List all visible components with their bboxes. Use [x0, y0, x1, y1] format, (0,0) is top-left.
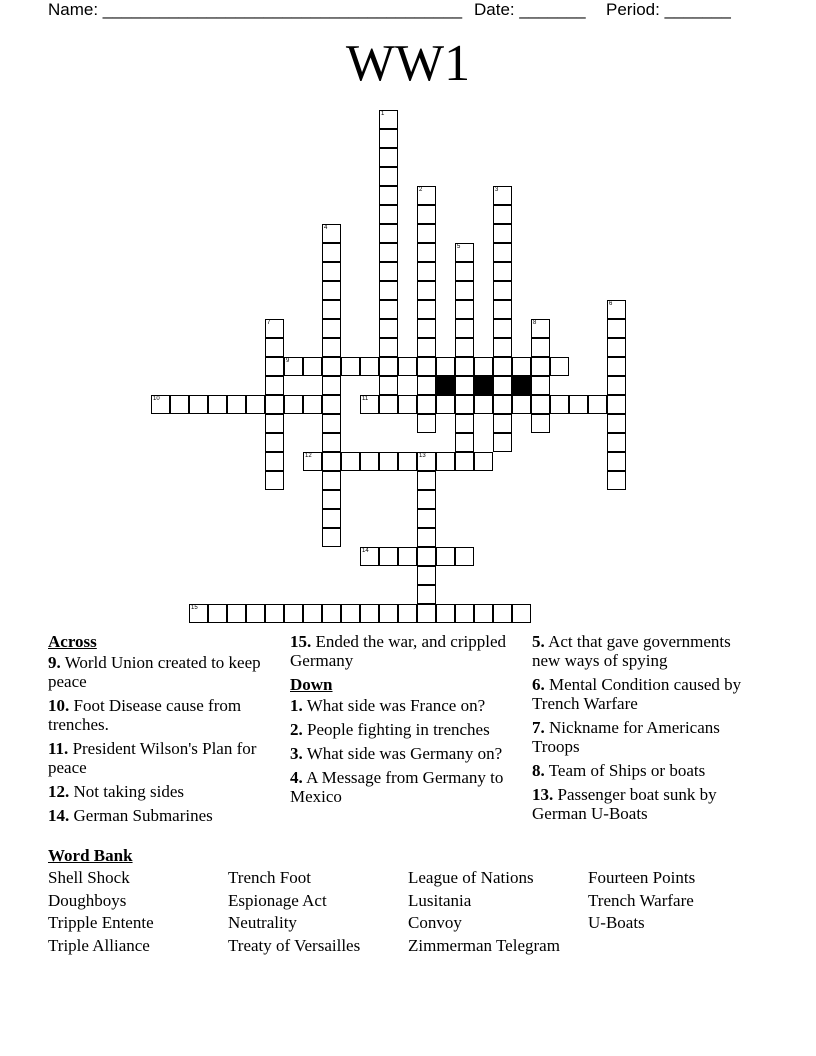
grid-block [474, 376, 493, 395]
grid-cell[interactable] [417, 357, 436, 376]
grid-cell[interactable] [322, 414, 341, 433]
grid-cell[interactable] [322, 433, 341, 452]
grid-cell[interactable] [417, 471, 436, 490]
clue-number: 5 [457, 244, 461, 250]
word-bank-item: Neutrality [228, 913, 297, 932]
grid-cell[interactable] [341, 452, 360, 471]
grid-cell[interactable] [493, 281, 512, 300]
grid-cell[interactable] [417, 528, 436, 547]
clue-down-2: 2. People fighting in trenches [290, 720, 490, 739]
grid-cell[interactable] [455, 452, 474, 471]
clue-column-2 [290, 632, 512, 811]
grid-cell[interactable] [531, 414, 550, 433]
grid-cell[interactable] [493, 205, 512, 224]
grid-cell[interactable] [379, 319, 398, 338]
grid-cell[interactable] [531, 357, 550, 376]
grid-cell[interactable] [379, 262, 398, 281]
grid-cell[interactable] [303, 604, 322, 623]
grid-cell[interactable] [417, 547, 436, 566]
grid-cell[interactable] [265, 357, 284, 376]
grid-cell[interactable] [398, 547, 417, 566]
clue-across-15: 15. Ended the war, and crippled Germany [290, 632, 506, 670]
grid-cell[interactable] [379, 395, 398, 414]
grid-cell[interactable] [265, 319, 284, 338]
clue-across-9: 9. World Union created to keep peace [48, 653, 261, 691]
grid-cell[interactable] [417, 243, 436, 262]
clue-down-8: 8. Team of Ships or boats [532, 761, 706, 780]
clue-number: 7 [267, 320, 271, 326]
grid-cell[interactable] [417, 395, 436, 414]
grid-cell[interactable] [417, 376, 436, 395]
grid-cell[interactable] [531, 319, 550, 338]
grid-cell[interactable] [322, 490, 341, 509]
across-clues [48, 632, 270, 830]
word-bank-item: Treaty of Versailles [228, 935, 361, 955]
grid-cell[interactable] [265, 433, 284, 452]
clue-down-13: 13. Passenger boat sunk by German U-Boats [532, 785, 717, 823]
grid-cell[interactable] [417, 186, 436, 205]
grid-cell[interactable] [493, 186, 512, 205]
word-bank-item: Tripple Entente [48, 913, 154, 932]
grid-cell[interactable] [322, 376, 341, 395]
clue-across-10: 10. Foot Disease cause from trenches. [48, 696, 242, 734]
clue-number: 8 [533, 320, 537, 326]
grid-cell[interactable] [417, 205, 436, 224]
grid-cell[interactable] [322, 243, 341, 262]
grid-cell[interactable] [512, 395, 531, 414]
across-heading: Across [48, 632, 97, 651]
grid-cell[interactable] [379, 452, 398, 471]
clue-number: 9 [286, 358, 290, 364]
clue-down-7: 7. Nickname for Americans Troops [532, 718, 720, 756]
grid-cell[interactable] [208, 604, 227, 623]
grid-cell[interactable] [436, 357, 455, 376]
grid-cell[interactable] [284, 357, 303, 376]
clue-number: 2 [419, 187, 423, 193]
grid-cell[interactable] [284, 395, 303, 414]
grid-cell[interactable] [493, 376, 512, 395]
grid-cell[interactable] [607, 433, 626, 452]
grid-cell[interactable] [550, 357, 569, 376]
grid-cell[interactable] [360, 604, 379, 623]
grid-cell[interactable] [322, 471, 341, 490]
grid-cell[interactable] [493, 338, 512, 357]
grid-cell[interactable] [303, 357, 322, 376]
grid-cell[interactable] [493, 262, 512, 281]
grid-cell[interactable] [417, 604, 436, 623]
word-bank-item: League of Nations [408, 868, 534, 887]
grid-cell[interactable] [455, 414, 474, 433]
clue-across-12: 12. Not taking sides [48, 782, 184, 801]
grid-cell[interactable] [607, 376, 626, 395]
word-bank-item: U-Boats [588, 913, 645, 932]
grid-cell[interactable] [417, 319, 436, 338]
date-field[interactable]: Date: _______ [474, 0, 586, 19]
grid-cell[interactable] [246, 604, 265, 623]
grid-cell[interactable] [246, 395, 265, 414]
clue-down-6: 6. Mental Condition caused by Trench Warfare [532, 675, 742, 713]
grid-cell[interactable] [303, 452, 322, 471]
grid-cell[interactable] [379, 148, 398, 167]
grid-cell[interactable] [379, 205, 398, 224]
word-bank-item: Doughboys [48, 890, 127, 910]
grid-cell[interactable] [455, 395, 474, 414]
grid-cell[interactable] [455, 604, 474, 623]
grid-cell[interactable] [265, 471, 284, 490]
grid-cell[interactable] [607, 395, 626, 414]
grid-cell[interactable] [417, 566, 436, 585]
clue-number: 13 [419, 453, 426, 459]
grid-cell[interactable] [417, 224, 436, 243]
grid-cell[interactable] [493, 319, 512, 338]
grid-cell[interactable] [417, 262, 436, 281]
grid-cell[interactable] [379, 338, 398, 357]
grid-cell[interactable] [322, 300, 341, 319]
period-field[interactable]: Period: _______ [606, 0, 731, 19]
grid-cell[interactable] [322, 262, 341, 281]
grid-cell[interactable] [265, 395, 284, 414]
grid-cell[interactable] [493, 224, 512, 243]
grid-cell[interactable] [322, 509, 341, 528]
clue-column-3 [532, 632, 754, 828]
grid-cell[interactable] [455, 281, 474, 300]
grid-cell[interactable] [455, 262, 474, 281]
grid-cell[interactable] [189, 395, 208, 414]
grid-cell[interactable] [151, 395, 170, 414]
page-title: WW1 [345, 35, 471, 92]
grid-cell[interactable] [322, 319, 341, 338]
grid-cell[interactable] [227, 604, 246, 623]
grid-cell[interactable] [170, 395, 189, 414]
grid-cell[interactable] [417, 281, 436, 300]
word-bank-item: Lusitania [408, 890, 472, 910]
grid-cell[interactable] [607, 300, 626, 319]
down-heading: Down [290, 675, 333, 694]
grid-cell[interactable] [417, 509, 436, 528]
word-bank-item: Convoy [408, 913, 462, 932]
grid-cell[interactable] [569, 395, 588, 414]
clue-across-14: 14. German Submarines [48, 806, 213, 825]
grid-cell[interactable] [417, 300, 436, 319]
grid-cell[interactable] [303, 395, 322, 414]
grid-cell[interactable] [341, 357, 360, 376]
grid-cell[interactable] [436, 452, 455, 471]
grid-cell[interactable] [493, 357, 512, 376]
word-bank-item: Shell Shock [48, 868, 130, 887]
grid-cell[interactable] [322, 224, 341, 243]
grid-cell[interactable] [379, 243, 398, 262]
grid-cell[interactable] [398, 452, 417, 471]
grid-cell[interactable] [379, 186, 398, 205]
grid-cell[interactable] [455, 357, 474, 376]
grid-cell[interactable] [436, 604, 455, 623]
grid-cell[interactable] [379, 376, 398, 395]
grid-cell[interactable] [607, 319, 626, 338]
grid-cell[interactable] [455, 300, 474, 319]
grid-block [512, 376, 531, 395]
word-bank-heading: Word Bank [48, 846, 133, 865]
grid-cell[interactable] [455, 433, 474, 452]
grid-cell[interactable] [493, 433, 512, 452]
grid-cell[interactable] [455, 338, 474, 357]
word-bank-item: Trench Foot [228, 868, 311, 887]
grid-cell[interactable] [227, 395, 246, 414]
grid-cell[interactable] [360, 452, 379, 471]
grid-cell[interactable] [379, 300, 398, 319]
grid-cell[interactable] [379, 547, 398, 566]
grid-block [436, 376, 455, 395]
word-bank-item: Espionage Act [228, 890, 327, 910]
grid-cell[interactable] [189, 604, 208, 623]
clue-number: 12 [305, 453, 312, 459]
grid-cell[interactable] [398, 604, 417, 623]
grid-cell[interactable] [379, 129, 398, 148]
grid-cell[interactable] [360, 395, 379, 414]
clue-number: 6 [609, 301, 613, 307]
grid-cell[interactable] [360, 547, 379, 566]
word-bank-item: Triple Alliance [48, 935, 150, 955]
grid-cell[interactable] [322, 604, 341, 623]
grid-cell[interactable] [341, 604, 360, 623]
grid-cell[interactable] [474, 357, 493, 376]
grid-cell[interactable] [607, 452, 626, 471]
clue-down-5: 5. Act that gave governments new ways of spying [532, 632, 731, 670]
grid-cell[interactable] [379, 167, 398, 186]
grid-cell[interactable] [398, 395, 417, 414]
grid-cell[interactable] [455, 319, 474, 338]
grid-cell[interactable] [607, 357, 626, 376]
grid-cell[interactable] [436, 547, 455, 566]
clue-number: 14 [362, 548, 369, 554]
grid-cell[interactable] [322, 281, 341, 300]
grid-cell[interactable] [455, 243, 474, 262]
clue-down-1: 1. What side was France on? [290, 696, 486, 715]
clue-number: 4 [324, 225, 328, 231]
grid-cell[interactable] [531, 338, 550, 357]
grid-cell[interactable] [607, 414, 626, 433]
grid-cell[interactable] [379, 224, 398, 243]
grid-cell[interactable] [379, 281, 398, 300]
grid-cell[interactable] [474, 395, 493, 414]
grid-cell[interactable] [284, 604, 303, 623]
grid-cell[interactable] [398, 357, 417, 376]
grid-cell[interactable] [474, 604, 493, 623]
grid-cell[interactable] [417, 452, 436, 471]
grid-cell[interactable] [322, 338, 341, 357]
grid-cell[interactable] [322, 528, 341, 547]
clue-number: 3 [495, 187, 499, 193]
grid-cell[interactable] [493, 243, 512, 262]
grid-cell[interactable] [607, 471, 626, 490]
grid-cell[interactable] [265, 376, 284, 395]
grid-cell[interactable] [455, 376, 474, 395]
name-field[interactable]: Name: ______________________________________ [48, 0, 463, 19]
grid-cell[interactable] [550, 395, 569, 414]
grid-cell[interactable] [493, 414, 512, 433]
grid-cell[interactable] [607, 338, 626, 357]
grid-cell[interactable] [474, 452, 493, 471]
grid-cell[interactable] [531, 376, 550, 395]
grid-cell[interactable] [493, 604, 512, 623]
grid-cell[interactable] [417, 338, 436, 357]
grid-cell[interactable] [417, 585, 436, 604]
clue-across-11: 11. President Wilson's Plan for peace [48, 739, 257, 777]
grid-cell[interactable] [417, 490, 436, 509]
grid-cell[interactable] [379, 604, 398, 623]
grid-cell[interactable] [436, 395, 455, 414]
grid-cell[interactable] [417, 414, 436, 433]
grid-cell[interactable] [512, 604, 531, 623]
clue-down-3: 3. What side was Germany on? [290, 744, 503, 763]
clue-number: 15 [191, 605, 198, 611]
grid-cell[interactable] [531, 395, 550, 414]
grid-cell[interactable] [208, 395, 227, 414]
clue-number: 10 [153, 396, 160, 402]
grid-cell[interactable] [265, 414, 284, 433]
grid-cell[interactable] [322, 452, 341, 471]
grid-cell[interactable] [493, 300, 512, 319]
grid-cell[interactable] [265, 452, 284, 471]
word-bank-item: Zimmerman Telegram [408, 935, 560, 955]
word-bank-item: Fourteen Points [588, 868, 696, 887]
grid-cell[interactable] [379, 357, 398, 376]
grid-cell[interactable] [493, 395, 512, 414]
word-bank-item: Trench Warfare [588, 890, 694, 910]
clue-number: 1 [381, 111, 385, 117]
grid-cell[interactable] [265, 604, 284, 623]
grid-cell[interactable] [322, 357, 341, 376]
grid-cell[interactable] [322, 395, 341, 414]
grid-cell[interactable] [379, 110, 398, 129]
grid-cell[interactable] [512, 357, 531, 376]
grid-cell[interactable] [360, 357, 379, 376]
clue-down-4: 4. A Message from Germany to Mexico [290, 768, 504, 806]
grid-cell[interactable] [265, 338, 284, 357]
grid-cell[interactable] [588, 395, 607, 414]
grid-cell[interactable] [455, 547, 474, 566]
clue-number: 11 [362, 396, 369, 402]
